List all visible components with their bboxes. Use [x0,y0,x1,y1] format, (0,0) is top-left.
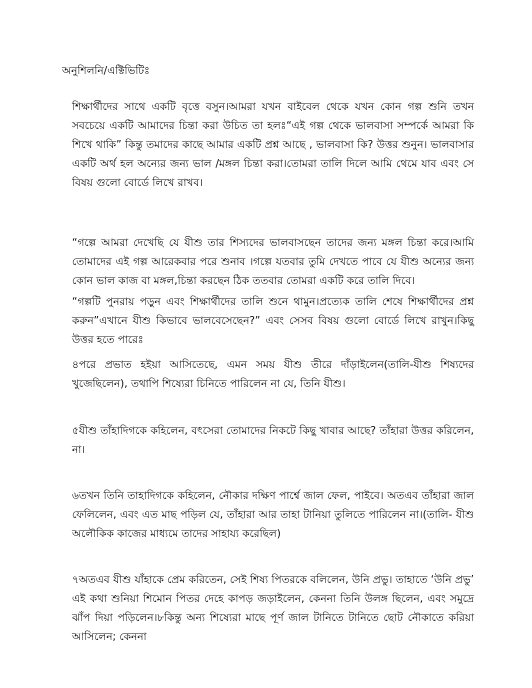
paragraph-text: ৭অতএব যীশু যাঁহাকে প্রেম করিতেন, সেই শিষ্য পিতরকে বলিলেন, উনি প্রভু। তাহাতে ‘উনি প্রভু’ এই কথা শুনিয়া শিমোন পিতর দেহে কাপড় জড়াইলেন, কেননা তিনি উলঙ্গ ছিলেন, এবং সমুদ্রে ঝাঁপ দিয়া পড়িলেন।৮কিন্তু অন্য শিষ্যেরা মাছে পূর্ণ জাল টানিতে টানিতে ছোট নৌকাতে করিয়া আসিলেন; কেননা [72,574,474,643]
verse-7-paragraph [62,571,474,647]
page-heading: অনুশিলনি/এক্টিভিটিঃ [62,65,150,77]
paragraph-text: ৪পরে প্রভাত হইয়া আসিতেছে, এমন সময় যীশু তীরে দাঁড়াইলেন(তালি-যীশু শিষ্যদের খুজেছিলেন), তথাপি শিষ্যেরা চিনিতে পারিলেন না যে, তিনি যীশু। [72,359,474,390]
verse-6-paragraph [62,487,474,544]
paragraph-text: “গল্পে আমরা দেখেছি যে যীশু তার শিস্যদের ভালবাসছেন তাদের জন্য মঙ্গল চিন্তা করে।আমি তোমাদের এই গল্প আরেকবার পরে শুনাব ।গল্পে যতবার তুমি দেখতে পাবে যে যীশু অন্যের জন্য কোন ভাল কাজ বা মঙ্গল,চিন্তা করছেন ঠিক ততবার তোমরা একটি করে তালি দিবে। [72,237,474,287]
story-paragraph [62,234,474,291]
verse-4-paragraph [62,356,474,394]
paragraph-text: শিক্ষার্থীদের সাথে একটি বৃত্তে বসুন।আমরা যখন বাইবেল থেকে যখন কোন গল্প শুনি তখন সবচেয়ে একটি আমাদের চিন্তা করা উচিত তা হলঃ“এই গল্প থেকে ভালবাসা সম্পর্কে আমরা কি শিখে থাকি” কিন্তু তমাদের কাছে আমার একটি প্রশ্ন আছে , ভালবাসা কি? উত্তর শুনুন। ভালবাসার একটি অর্থ হল অন্যের জন্য ভাল /মঙ্গল চিন্তা করা।তোমরা তালি দিলে আমি থেমে যাব এবং সে বিষয় গুলো বোর্ডে লিখে রাখব। [72,101,474,189]
instruction-paragraph [62,293,474,350]
paragraph-text: ৫যীশু তাঁহাদিগকে কহিলেন, বৎসেরা তোমাদের নিকটে কিছু খাবার আছে? তাঁহারা উত্তর করিলেন, না। [72,425,474,456]
verse-5-paragraph [62,422,474,460]
paragraph-text: ৬তখন তিনি তাহাদিগকে কহিলেন, নৌকার দক্ষিণ পার্শ্বে জাল ফেল, পাইবে। অতএব তাঁহারা জাল ফেলিলেন, এবং এত মাছ পড়িল যে, তাঁহারা আর তাহা টানিয়া তুলিতে পারিলেন না।(তালি- যীশু অলৌকিক কাজের মাধ্যমে তাদের সাহায্য করেছিল) [72,490,474,540]
paragraph-text: “গল্পটি পুনরায় পড়ুন এবং শিক্ষার্থীদের তালি শুনে থামুন।প্রত্যেক তালি শেষে শিক্ষার্থীদের প্রশ্ন করুন”এখানে যীশু কিভাবে ভালবেসেছেন?” এবং সেসব বিষয় গুলো বোর্ডে লিখে রাখুন।কিছু উত্তর হতে পারেঃ [72,296,474,346]
intro-paragraph [62,98,474,193]
